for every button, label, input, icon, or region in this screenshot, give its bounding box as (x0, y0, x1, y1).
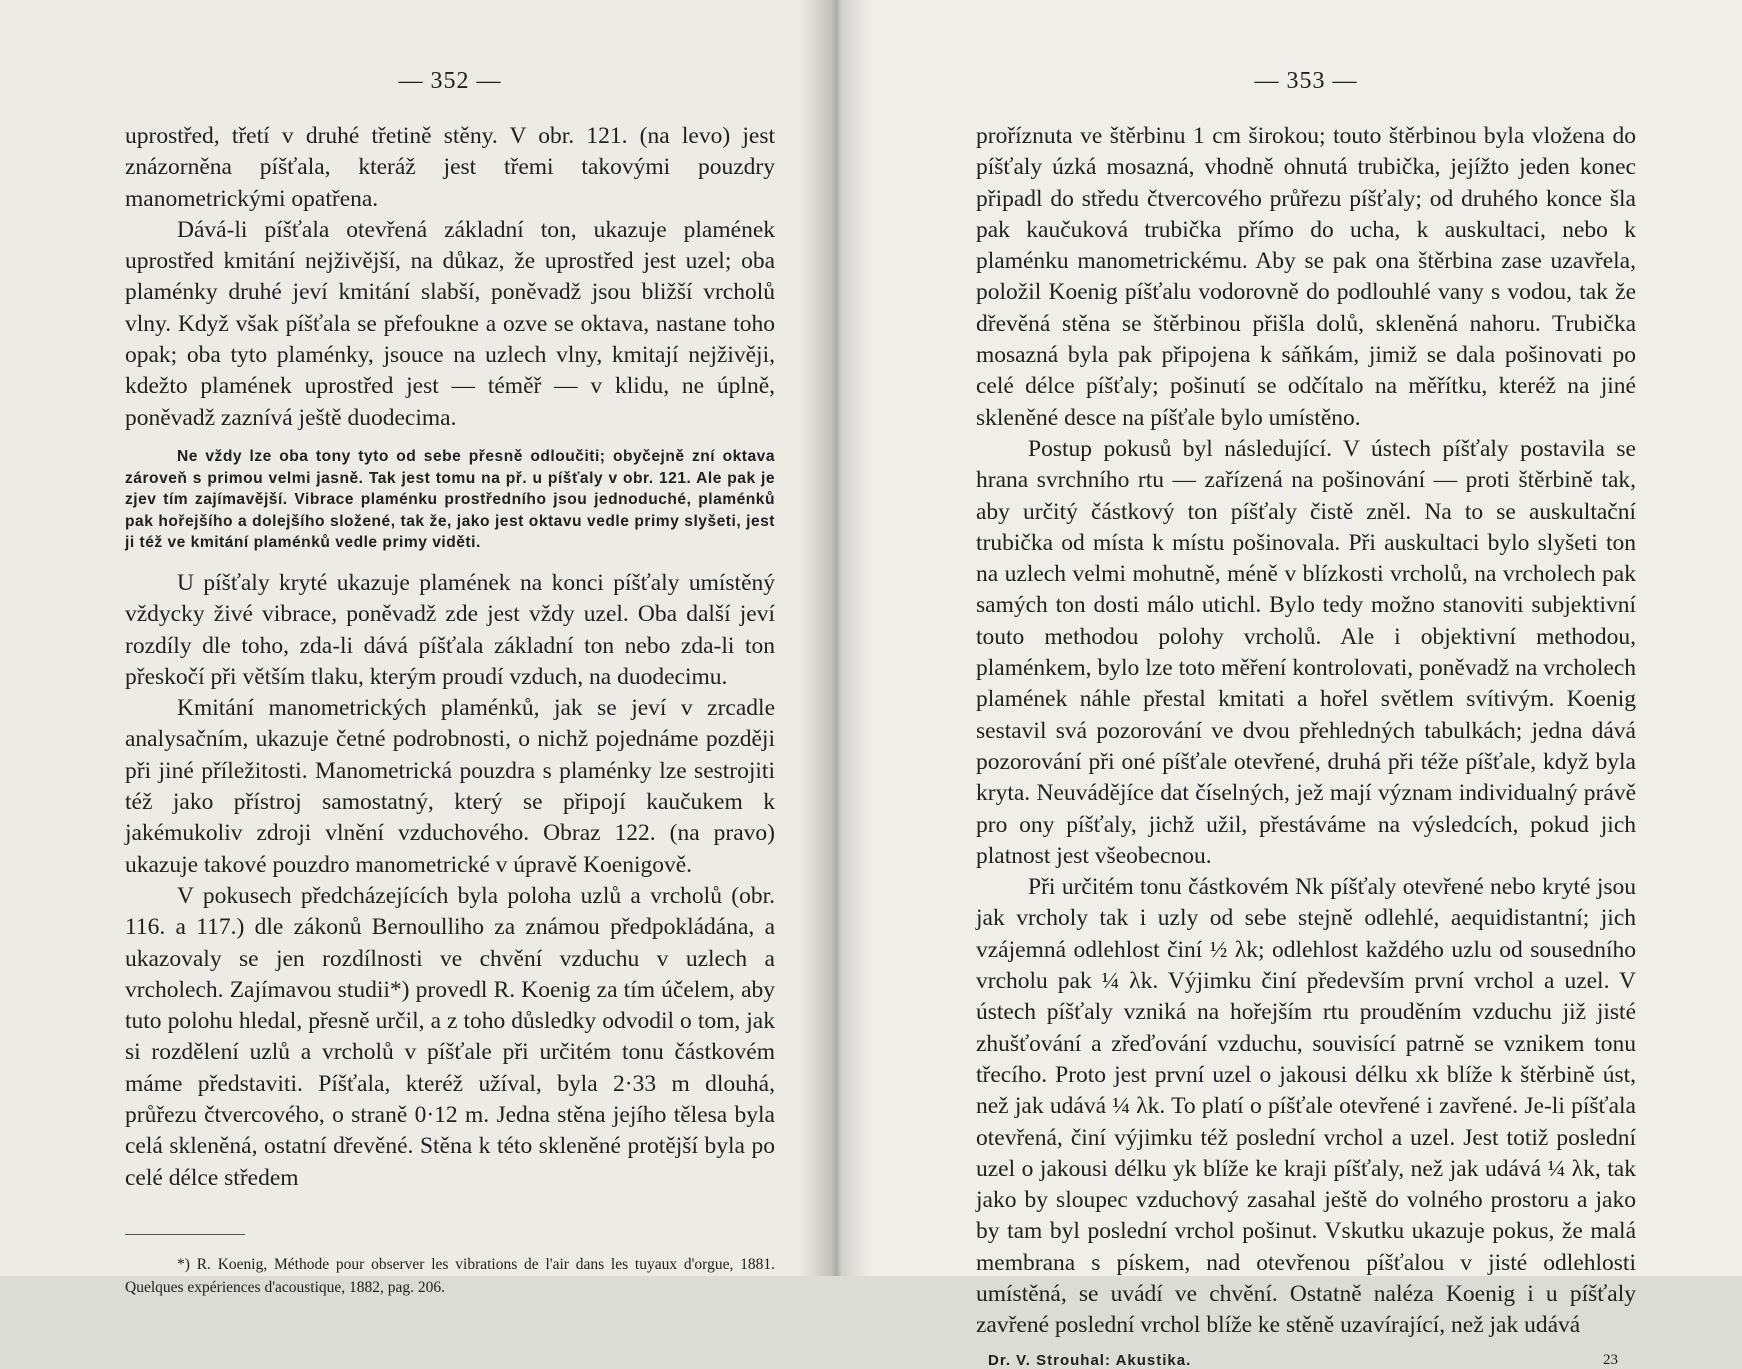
right-page (836, 0, 1742, 1369)
paragraph: Kmitání manometrických plaménků, jak se jeví v zrcadle analysačním, ukazuje četné podrobnosti, o nichž pojednáme později při jiné příležitosti. Manometrická pouzdra s plaménky lze sestrojiti též jako přístroj samostatný, který se připojí kaučukem k jakémukoliv zdroji vlnění vzduchového. Obraz 122. (na pravo) ukazuje takové pouzdro manometrické v úpravě Koenigově. (125, 695, 775, 878)
page-number-right: — 353 — (1254, 68, 1358, 94)
footnote-rule (125, 1234, 245, 1235)
small-print-note (125, 446, 775, 554)
footnote-text: *) R. Koenig, Méthode pour observer les vibrations de l'air dans les tuyaux d'orgue, 1881. Quelques expériences d'acoustique, 1882, pag. 206. (125, 1255, 775, 1296)
author-line: Dr. V. Strouhal: Akustika. (988, 1351, 1192, 1369)
right-body-text (976, 121, 1636, 1342)
page-footer (976, 1352, 1636, 1369)
paragraph: proříznuta ve štěrbinu 1 cm širokou; touto štěrbinou byla vložena do píšťaly úzká mosazná, vhodně ohnutá trubička, jejížto jeden konec připadl do středu čtvercového průřezu píšťaly; od druhého konce šla pak kaučuková trubička přímo do ucha, k auskultaci, nebo k plaménku manometrickému. Aby se pak ona štěrbina zase uzavřela, položil Koenig píšťalu vodorovně do podlouhlé vany s vodou, tak že dřevěná stěna se štěrbinou přišla dolů, skleněná nahoru. Trubička mosazná byla pak připojena k sáňkám, jimiž se dala pošinovati po celé délce píšťaly; pošinutí se odčítalo na měřítku, kteréž na jiné skleněné desce na píšťale bylo umístěno. (976, 123, 1636, 431)
left-page (0, 0, 836, 1296)
paragraph: Dává-li píšťala otevřená základní ton, ukazuje plamének uprostřed kmitání nejživější, na důkaz, že uprostřed jest uzel; oba plaménky druhé jeví kmitání slabší, poněvadž jsou bližší vrcholů vlny. Když však píšťala se přefoukne a ozve se oktava, nastane toho opak; oba tyto plaménky, jsouce na uzlech vlny, kmitají nejživěji, kdežto plamének uprostřed jest — téměř — v klidu, ne úplně, poněvadž zaznívá ještě duodecima. (125, 216, 775, 431)
signature-mark: 23 (1603, 1351, 1618, 1368)
page-number-left: — 352 — (398, 68, 502, 94)
paragraph: V pokusech předcházejících byla poloha uzlů a vrcholů (obr. 116. a 117.) dle zákonů Bernoulliho za známou předpokládána, a ukazovaly se jen rozdílnosti ve chvění vzduchu v uzlech a vrcholech. Zajímavou studii*) provedl R. Koenig za tím účelem, aby tuto polohu hledal, přesně určil, a z toho důsledky odvodil o tom, jak si rozdělení uzlů a vrcholů v píšťale při určitém tonu částkovém máme představiti. Píšťala, kteréž užíval, byla 2·33 m dlouhá, průřezu čtvercového, o straně 0·12 m. Jedna stěna jejího tělesa byla celá skleněná, ostatní dřevěné. Stěna k této skleněné protější byla po celé délce středem (125, 882, 775, 1191)
paragraph: Při určitém tonu částkovém Nk píšťaly otevřené nebo kryté jsou jak vrcholy tak i uzly od sebe stejně odlehlé, aequidistantní; jich vzájemná odlehlost činí ½ λk; odlehlost každého uzlu od sousedního vrcholu pak ¼ λk. Výjimku činí především první vrchol a uzel. V ústech píšťaly vzniká na hořejším rtu prouděním vzduchu již jisté zhušťování a zřeďování vzduchu, souvisící patrně se vznikem tonu třecího. Proto jest první uzel o jakousi délku xk blíže k štěrbině úst, než jak udává ¼ λk. To platí o píšťale otevřené i zavřené. Je-li píšťala otevřená, činí výjimku též poslední vrchol a uzel. Jest totiž poslední uzel o jakousi délku yk blíže ke kraji píšťaly, než jak udává ¼ λk, tak jako by sloupec vzduchový zasahal ještě do volného prostoru a jako by tam byl poslední vrchol pošinut. Vskutku ukazuje pokus, že malá membrana s pískem, nad otevřenou píšťalou v jisté odlehlosti umístěná, se uvádí ve chvění. Ostatně naléza Koenig i u píšťaly zavřené poslední vrchol blíže ke stěně uzavírající, než jak udává (976, 874, 1636, 1339)
paragraph: U píšťaly kryté ukazuje plamének na konci píšťaly umístěný vždycky živé vibrace, poněvadž zde jest vždy uzel. Oba další jeví rozdíly dle toho, zda-li dává píšťala základní ton nebo zda-li ton přeskočí při větším tlaku, kterým proudí vzduch, na duodecimu. (125, 569, 775, 690)
paragraph: uprostřed, třetí v druhé třetině stěny. V obr. 121. (na levo) jest znázorněna píšťala, kteráž jest třemi takovými pouzdry manometrickými opatřena. (125, 123, 775, 212)
small-note-text: Ne vždy lze oba tony tyto od sebe přesně odloučiti; obyčejně zní oktava zároveň s primou velmi jasně. Tak jest tomu na př. u píšťaly v obr. 121. Ale pak je zjev tím zajímavější. Vibrace plaménku prostředního jsou jednoduché, plaménků pak hořejšího a dolejšího složené, tak že, jako jest oktavu vedle primy slyšeti, jest ji též ve kmitání plaménků vedle primy viděti. (125, 447, 775, 552)
paragraph: Postup pokusů byl následující. V ústech píšťaly postavila se hrana svrchního rtu — zařízená na pošinování — proti štěrbině tak, aby určitý částkový ton píšťaly čistě zněl. Na to se auskultační trubička od místa k místu pošinovala. Při auskultaci bylo slyšeti ton na uzlech velmi mohutně, méně v blízkosti vrcholů, na vrcholech pak samých ton dosti málo utichl. Bylo tedy možno stanoviti subjektivní touto methodou polohy vrcholů. Ale i objektivní methodou, plaménkem, bylo lze toto měření kontrolovati, poněvadž na vrcholech plamének náhle přestal kmitati a hořel světlem svítivým. Koenig sestavil svá pozorování ve dvou přehledných tabulkách; jedna dává pozorování při oné píšťale otevřené, druhá při téže píšťale, když byla kryta. Neuvádějíce dat číselných, jež mají význam individualný právě pro ony píšťaly, jichž užil, přestáváme na výsledcích, pokud jich platnost jest všeobecnou. (976, 435, 1636, 869)
left-body-text (125, 121, 775, 1194)
